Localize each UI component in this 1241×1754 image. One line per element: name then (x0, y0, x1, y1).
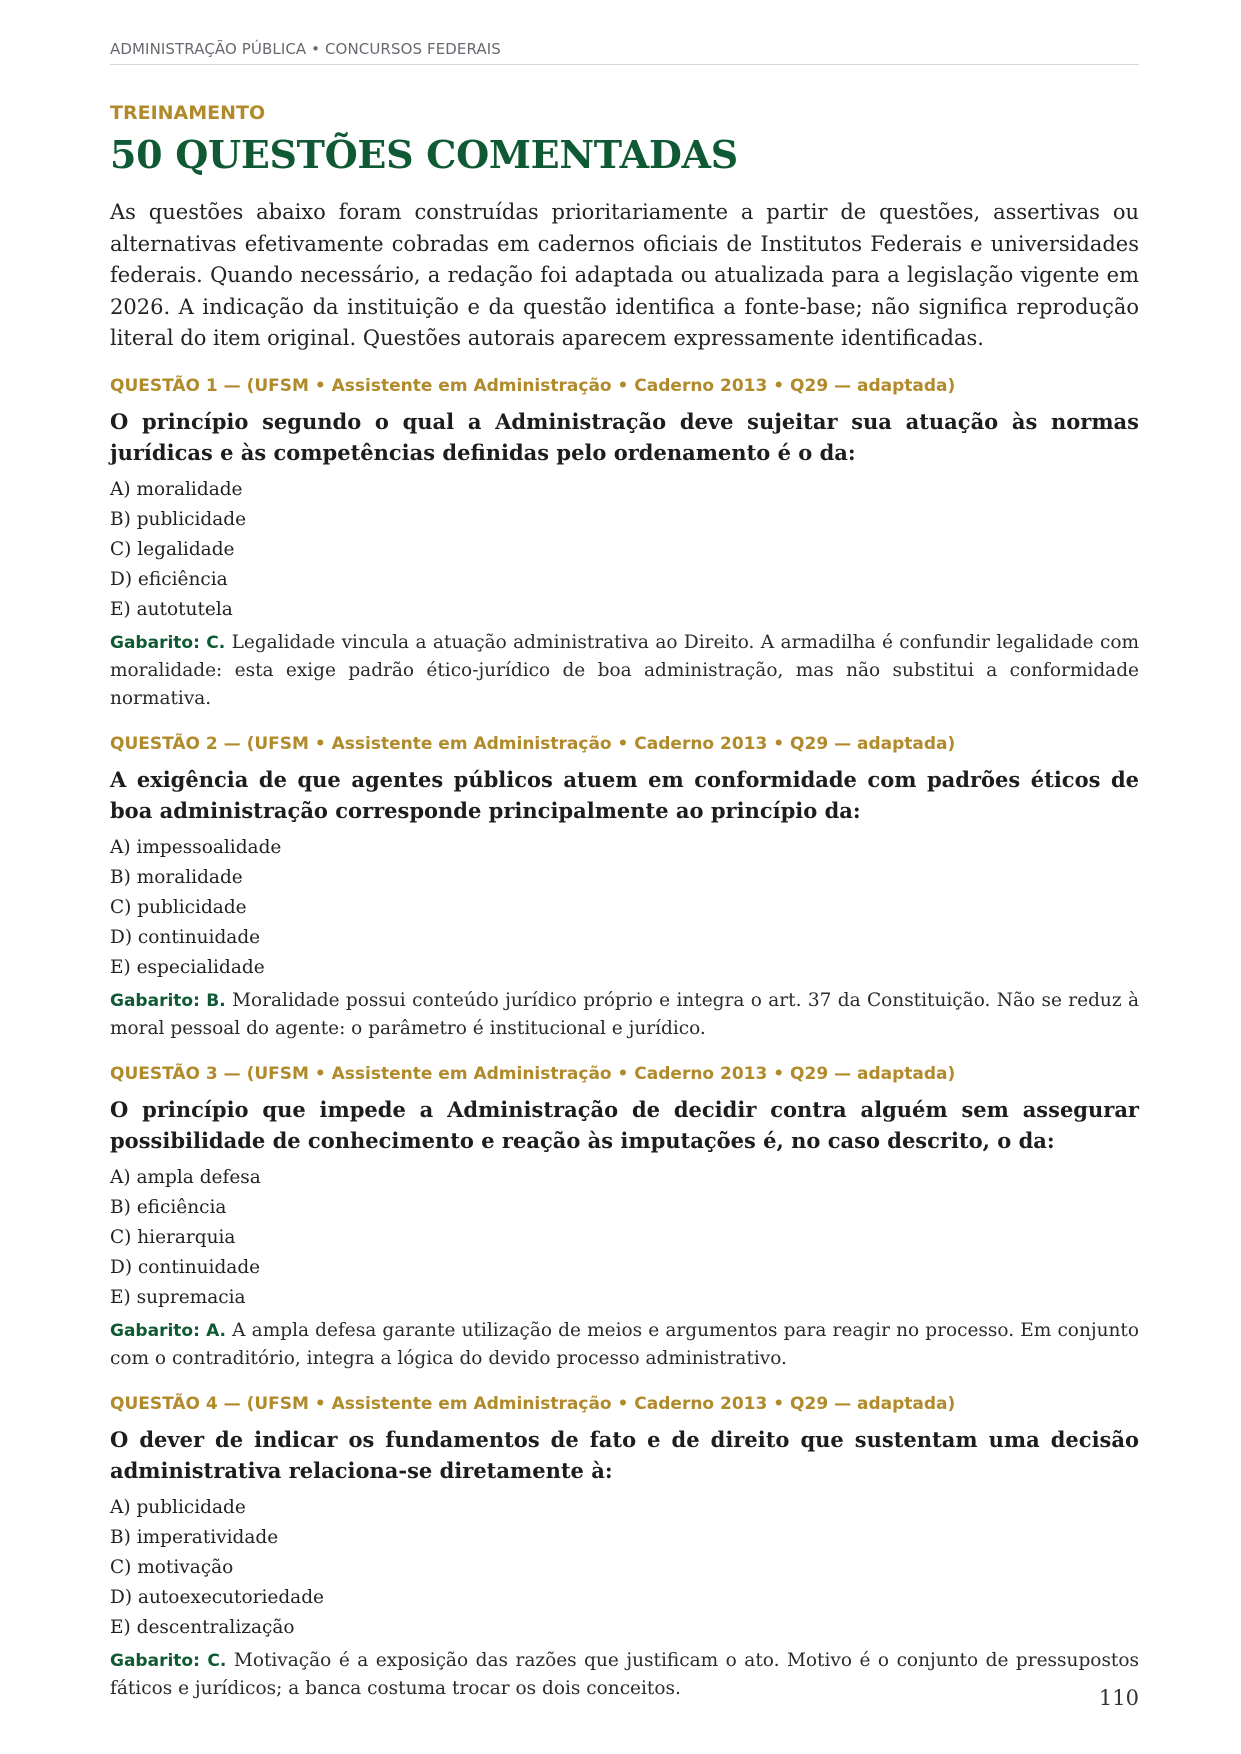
answer-options (110, 833, 1139, 983)
option-a: A) ampla defesa (110, 1166, 261, 1188)
question-block (110, 1393, 1139, 1703)
question-stem: O dever de indicar os fundamentos de fato e de direito que sustentam uma decisão administrativa relaciona-se diretamente à: (110, 1426, 1139, 1483)
question-stem: O princípio segundo o qual a Administração deve sujeitar sua atuação às normas jurídicas e às competências definidas pelo ordenamento é o da: (110, 408, 1139, 465)
answer-label: Gabarito: C. (110, 632, 226, 653)
question-heading: QUESTÃO 1 — (UFSM • Assistente em Administração • Caderno 2013 • Q29 — adaptada) (110, 375, 956, 396)
option-d: D) autoexecutoriedade (110, 1586, 324, 1608)
question-heading: QUESTÃO 3 — (UFSM • Assistente em Administração • Caderno 2013 • Q29 — adaptada) (110, 1063, 956, 1084)
answer-comment (110, 1647, 1139, 1703)
answer-label: Gabarito: B. (110, 990, 226, 1011)
option-d: D) eficiência (110, 568, 228, 590)
page-number: 110 (1098, 1686, 1139, 1710)
answer-options (110, 475, 1139, 625)
option-a: A) impessoalidade (110, 836, 282, 858)
answer-options (110, 1163, 1139, 1313)
question-heading: QUESTÃO 4 — (UFSM • Assistente em Administração • Caderno 2013 • Q29 — adaptada) (110, 1393, 956, 1414)
answer-text: Moralidade possui conteúdo jurídico próprio e integra o art. 37 da Constituição. Não se reduz à moral pessoal do agente: o parâmetro é institucional e jurídico. (110, 989, 1139, 1039)
question-block (110, 375, 1139, 713)
option-e: E) especialidade (110, 956, 265, 978)
page-content (110, 101, 1139, 1703)
option-d: D) continuidade (110, 926, 261, 948)
section-kicker: TREINAMENTO (110, 102, 266, 124)
answer-label: Gabarito: C. (110, 1650, 227, 1671)
intro-paragraph: As questões abaixo foram construídas prioritariamente a partir de questões, assertivas ou alternativas efetivamente cobradas em cadernos oficiais de Institutos Federais e universidades federais. Quando necessário, a redação foi adaptada ou atualizada para a legislação vigente em 2026. A indicação da instituição e da questão identifica a fonte-base; não significa reprodução literal do item original. Questões autorais aparecem expressamente identificadas. (110, 200, 1139, 350)
option-b: B) publicidade (110, 508, 247, 530)
answer-comment (110, 629, 1139, 713)
answer-text: Motivação é a exposição das razões que justificam o ato. Motivo é o conjunto de pressupostos fáticos e jurídicos; a banca costuma trocar os dois conceitos. (110, 1649, 1140, 1699)
running-header: ADMINISTRAÇÃO PÚBLICA • CONCURSOS FEDERAIS (110, 40, 1139, 65)
answer-options (110, 1493, 1139, 1643)
answer-text: A ampla defesa garante utilização de meios e argumentos para reagir no processo. Em conjunto com o contraditório, integra a lógica do devido processo administrativo. (110, 1319, 1139, 1369)
option-b: B) eficiência (110, 1196, 227, 1218)
question-stem: O princípio que impede a Administração de decidir contra alguém sem assegurar possibilidade de conhecimento e reação às imputações é, no caso descrito, o da: (110, 1096, 1139, 1153)
answer-text: Legalidade vincula a atuação administrativa ao Direito. A armadilha é confundir legalidade com moralidade: esta exige padrão ético-jurídico de boa administração, mas não substitui a conformidade normativa. (110, 631, 1139, 709)
option-a: A) moralidade (110, 478, 243, 500)
option-e: E) descentralização (110, 1616, 295, 1638)
question-heading: QUESTÃO 2 — (UFSM • Assistente em Administração • Caderno 2013 • Q29 — adaptada) (110, 733, 956, 754)
page-title: 50 QUESTÕES COMENTADAS (110, 132, 738, 177)
option-d: D) continuidade (110, 1256, 261, 1278)
option-c: C) motivação (110, 1556, 234, 1578)
answer-comment (110, 1317, 1139, 1373)
question-block (110, 1063, 1139, 1373)
option-e: E) supremacia (110, 1286, 246, 1308)
option-a: A) publicidade (110, 1496, 246, 1518)
option-c: C) hierarquia (110, 1226, 236, 1248)
option-b: B) moralidade (110, 866, 243, 888)
option-b: B) imperatividade (110, 1526, 279, 1548)
question-stem: A exigência de que agentes públicos atuem em conformidade com padrões éticos de boa administração corresponde principalmente ao princípio da: (110, 766, 1139, 823)
option-c: C) publicidade (110, 896, 247, 918)
option-c: C) legalidade (110, 538, 235, 560)
question-block (110, 733, 1139, 1043)
answer-comment (110, 987, 1139, 1043)
option-e: E) autotutela (110, 598, 233, 620)
answer-label: Gabarito: A. (110, 1320, 226, 1341)
